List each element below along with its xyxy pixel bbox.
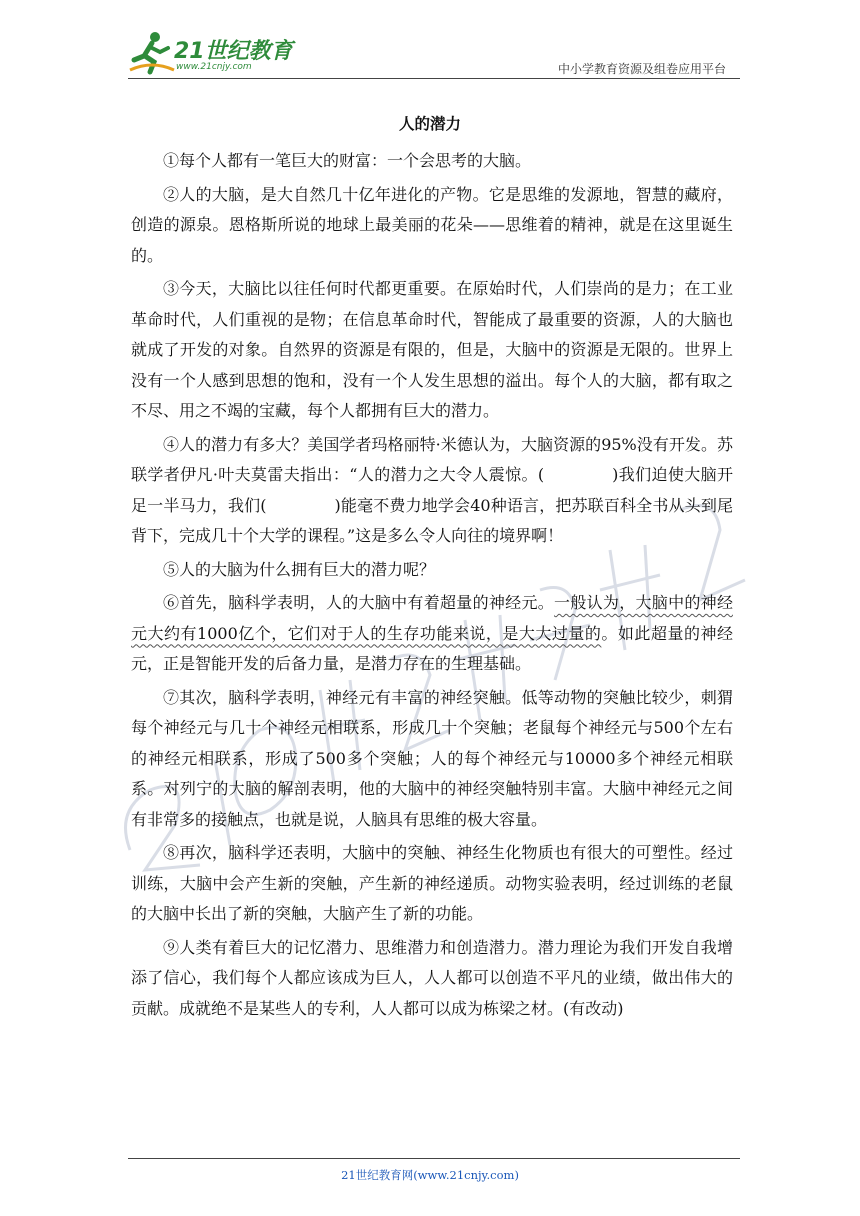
paragraph-2: ②人的大脑，是大自然几十亿年进化的产物。它是思维的发源地，智慧的藏府，创造的源泉。恩格斯所说的地球上最美丽的花朵——思维着的精神，就是在这里诞生的。: [131, 184, 733, 265]
page-header: [128, 30, 740, 80]
runner-logo-icon: [128, 30, 176, 76]
paragraph-1: ①每个人都有一笔巨大的财富：一个会思考的大脑。: [163, 151, 532, 170]
paragraph-5: ⑤人的大脑为什么拥有巨大的潜力呢？: [163, 559, 436, 579]
paragraph-9: ⑨人类有着巨大的记忆潜力、思维潜力和创造潜力。潜力理论为我们开发自我增添了信心，我们每个人都应该成为巨人，人人都可以创造不平凡的业绩，做出伟大的贡献。成就绝不是某些人的专利，人人都可以成为栋梁之材。(有改动): [131, 937, 733, 1018]
logo-text: 21世纪教育: [174, 39, 293, 64]
paragraph-7: ⑦其次，脑科学表明，神经元有丰富的神经突触。低等动物的突触比较少，刺猬每个神经元与几十个神经元相联系，形成几十个突触；老鼠每个神经元与500个左右的神经元相联系，形成了500多个突触；人的每个神经元与10000多个神经元相联系。对列宁的大脑的解剖表明，他的大脑中的神经突触特别丰富。大脑中神经元之间有非常多的接触点，也就是说，人脑具有思维的极大容量。: [131, 687, 733, 829]
paragraph-3: ③今天，大脑比以往任何时代都更重要。在原始时代，人们崇尚的是力；在工业革命时代，人们重视的是物；在信息革命时代，智能成了最重要的资源，人的大脑也就成了开发的对象。自然界的资源是有限的，但是，大脑中的资源是无限的。世界上没有一个人感到思想的饱和，没有一个人发生思想的溢出。每个人的大脑，都有取之不尽、用之不竭的宝藏，每个人都拥有巨大的潜力。: [131, 279, 733, 420]
article-title: 人的潜力: [398, 114, 461, 133]
paragraph-8: ⑧再次，脑科学还表明，大脑中的突触、神经生化物质也有很大的可塑性。经过训练，大脑中会产生新的突触，产生新的神经递质。动物实验表明，经过训练的老鼠的大脑中长出了新的突触，大脑产生了新的功能。: [131, 843, 733, 923]
paragraph-6: [131, 588, 733, 680]
platform-name: 中小学教育资源及组卷应用平台: [557, 62, 726, 76]
paragraph-6-part-1: ⑥首先，脑科学表明，人的大脑中有着超量的神经元。: [163, 593, 555, 612]
site-logo[interactable]: [128, 30, 298, 78]
footer-divider: [128, 1158, 740, 1159]
paragraph-4-part-3: )能毫不费力地学会40种语言，把苏联百科全书从头到尾背下，完成几十个大学的课程。”这是多么令人向往的境界啊！: [131, 495, 733, 545]
paragraph-4-part-1: ④人的潜力有多大？美国学者玛格丽特·米德认为，大脑资源的95%没有开发。苏联学者伊凡·叶夫莫雷夫指出：“人的潜力之大令人震惊。(: [131, 434, 733, 484]
paragraph-4: [131, 430, 733, 552]
logo-url: www.21cnjy.com: [176, 62, 252, 72]
header-divider: [128, 78, 740, 79]
paragraph-6-part-3: 。如此超量的神经元，正是智能开发的后备力量，是潜力存在的生理基础。: [131, 623, 733, 673]
wavy-underlined-sentence: 一般认为，大脑中的神经元大约有1000亿个，它们对于人的生存功能来说，是大大过量的: [131, 593, 733, 643]
footer-link[interactable]: 21世纪教育网(www.21cnjy.com): [341, 1168, 519, 1182]
paragraph-4-part-2: )我们迫使大脑开足一半马力，我们(: [131, 465, 733, 515]
article-body: [131, 146, 733, 1027]
